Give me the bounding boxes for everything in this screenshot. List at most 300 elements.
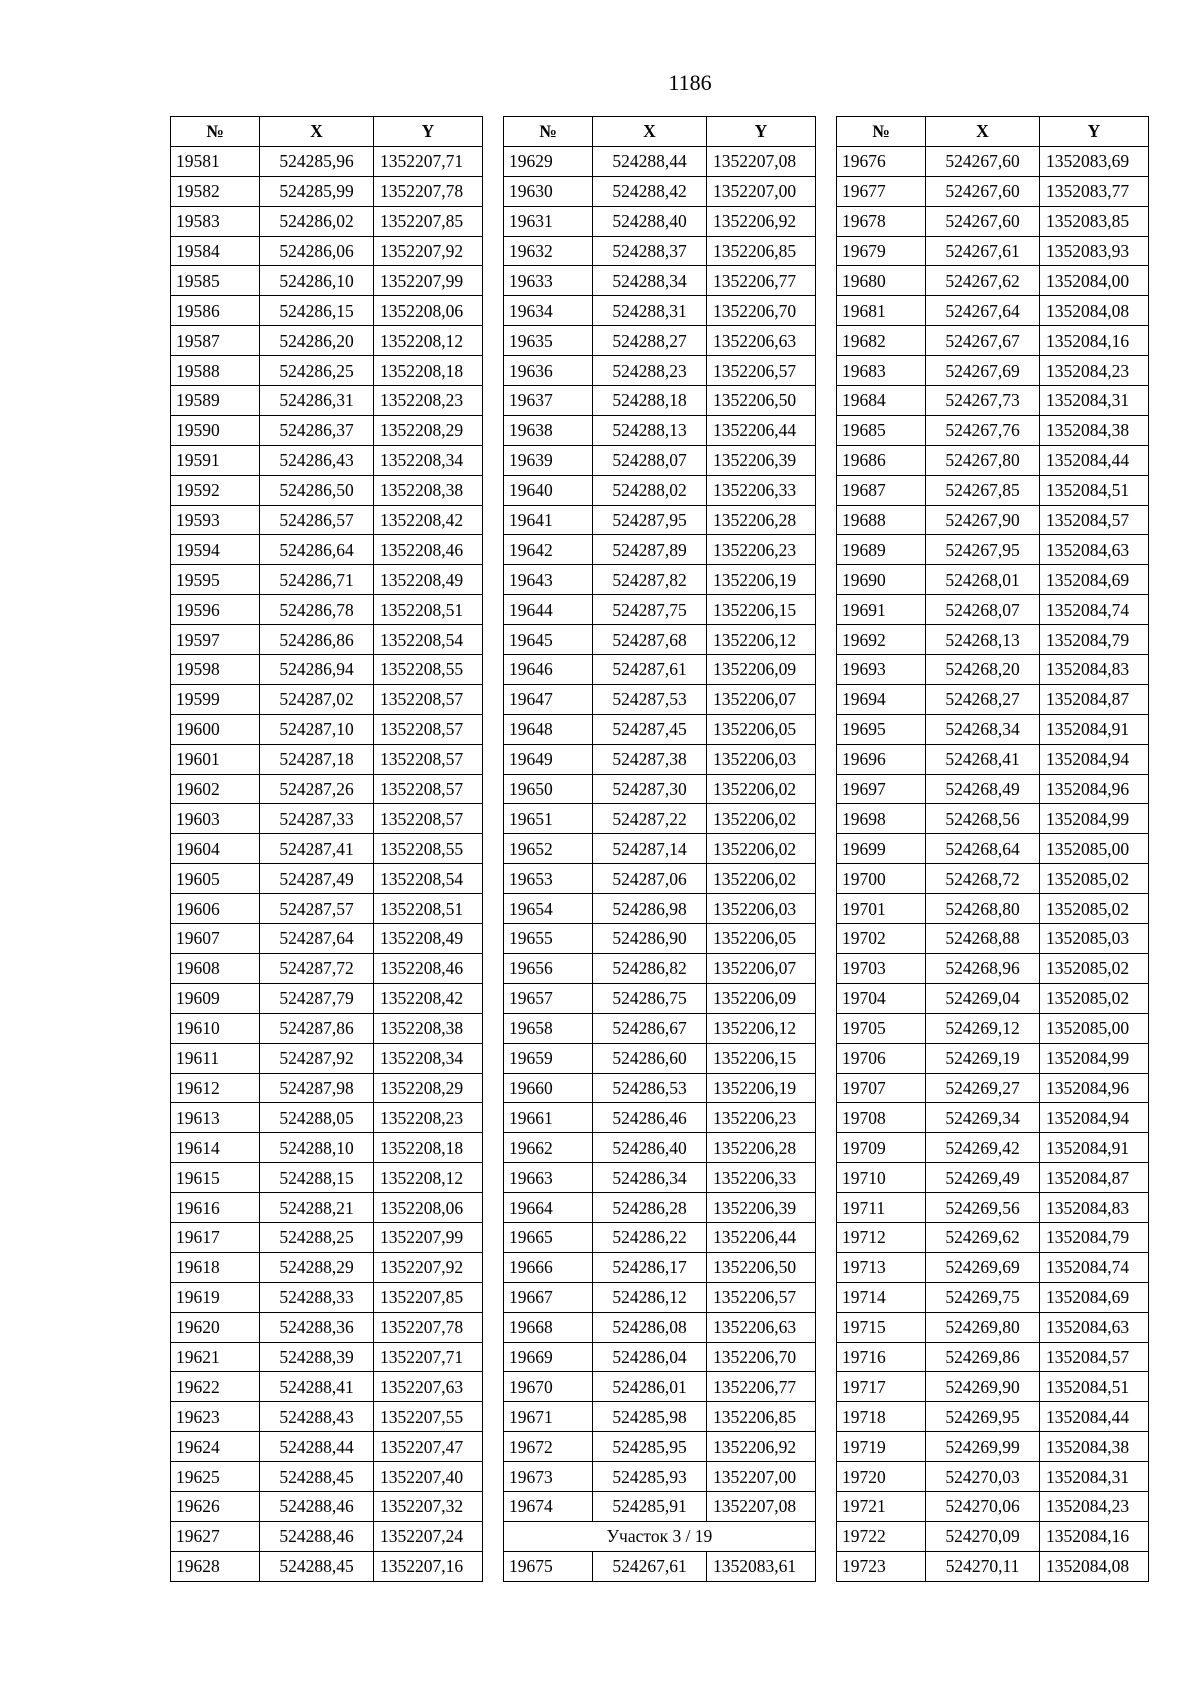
table-row <box>504 625 816 655</box>
table-row <box>837 146 1149 176</box>
point-number-cell: 19682 <box>837 326 926 356</box>
y-coordinate-cell: 1352206,15 <box>707 595 816 625</box>
point-number-cell: 19585 <box>171 266 260 296</box>
x-coordinate-cell: 524287,75 <box>593 595 707 625</box>
x-coordinate-cell: 524288,21 <box>260 1193 374 1223</box>
y-coordinate-cell: 1352206,77 <box>707 1372 816 1402</box>
y-coordinate-cell: 1352206,07 <box>707 684 816 714</box>
table-row <box>504 1193 816 1223</box>
point-number-cell: 19673 <box>504 1462 593 1492</box>
y-coordinate-cell: 1352084,69 <box>1040 565 1149 595</box>
point-number-cell: 19714 <box>837 1282 926 1312</box>
point-number-cell: 19664 <box>504 1193 593 1223</box>
point-number-cell: 19658 <box>504 1013 593 1043</box>
y-coordinate-cell: 1352208,29 <box>374 1073 483 1103</box>
point-number-cell: 19690 <box>837 565 926 595</box>
x-coordinate-cell: 524267,60 <box>926 146 1040 176</box>
x-coordinate-cell: 524267,67 <box>926 326 1040 356</box>
header-x: X <box>926 117 1040 147</box>
point-number-cell: 19599 <box>171 684 260 714</box>
y-coordinate-cell: 1352208,54 <box>374 864 483 894</box>
table-row <box>837 1551 1149 1581</box>
y-coordinate-cell: 1352208,34 <box>374 445 483 475</box>
x-coordinate-cell: 524269,86 <box>926 1342 1040 1372</box>
point-number-cell: 19628 <box>171 1551 260 1581</box>
point-number-cell: 19592 <box>171 475 260 505</box>
coordinates-table-1 <box>170 116 483 1582</box>
y-coordinate-cell: 1352206,33 <box>707 1163 816 1193</box>
point-number-cell: 19652 <box>504 834 593 864</box>
y-coordinate-cell: 1352207,99 <box>374 1222 483 1252</box>
x-coordinate-cell: 524268,96 <box>926 953 1040 983</box>
x-coordinate-cell: 524288,37 <box>593 236 707 266</box>
point-number-cell: 19635 <box>504 326 593 356</box>
x-coordinate-cell: 524269,75 <box>926 1282 1040 1312</box>
y-coordinate-cell: 1352084,91 <box>1040 714 1149 744</box>
y-coordinate-cell: 1352084,51 <box>1040 1372 1149 1402</box>
table-row <box>171 415 483 445</box>
point-number-cell: 19595 <box>171 565 260 595</box>
y-coordinate-cell: 1352206,50 <box>707 386 816 416</box>
y-coordinate-cell: 1352206,02 <box>707 834 816 864</box>
point-number-cell: 19613 <box>171 1103 260 1133</box>
table-row <box>837 386 1149 416</box>
y-coordinate-cell: 1352206,39 <box>707 1193 816 1223</box>
header-number: № <box>837 117 926 147</box>
point-number-cell: 19631 <box>504 206 593 236</box>
table-row <box>504 1163 816 1193</box>
y-coordinate-cell: 1352084,63 <box>1040 535 1149 565</box>
y-coordinate-cell: 1352208,23 <box>374 386 483 416</box>
y-coordinate-cell: 1352206,19 <box>707 1073 816 1103</box>
x-coordinate-cell: 524286,15 <box>260 296 374 326</box>
table-row <box>504 565 816 595</box>
y-coordinate-cell: 1352208,57 <box>374 684 483 714</box>
y-coordinate-cell: 1352207,08 <box>707 1491 816 1521</box>
x-coordinate-cell: 524288,40 <box>593 206 707 236</box>
y-coordinate-cell: 1352208,12 <box>374 326 483 356</box>
x-coordinate-cell: 524269,34 <box>926 1103 1040 1133</box>
table-row <box>504 804 816 834</box>
point-number-cell: 19602 <box>171 774 260 804</box>
x-coordinate-cell: 524269,99 <box>926 1432 1040 1462</box>
y-coordinate-cell: 1352206,09 <box>707 655 816 685</box>
point-number-cell: 19625 <box>171 1462 260 1492</box>
x-coordinate-cell: 524286,20 <box>260 326 374 356</box>
table-row <box>171 1103 483 1133</box>
x-coordinate-cell: 524286,31 <box>260 386 374 416</box>
x-coordinate-cell: 524288,05 <box>260 1103 374 1133</box>
x-coordinate-cell: 524286,08 <box>593 1312 707 1342</box>
y-coordinate-cell: 1352208,46 <box>374 953 483 983</box>
point-number-cell: 19671 <box>504 1402 593 1432</box>
point-number-cell: 19583 <box>171 206 260 236</box>
y-coordinate-cell: 1352084,51 <box>1040 475 1149 505</box>
table-row <box>837 326 1149 356</box>
table-row <box>504 924 816 954</box>
y-coordinate-cell: 1352084,31 <box>1040 1462 1149 1492</box>
y-coordinate-cell: 1352085,00 <box>1040 1013 1149 1043</box>
x-coordinate-cell: 524286,17 <box>593 1252 707 1282</box>
table-row <box>837 983 1149 1013</box>
x-coordinate-cell: 524287,49 <box>260 864 374 894</box>
x-coordinate-cell: 524288,41 <box>260 1372 374 1402</box>
point-number-cell: 19593 <box>171 505 260 535</box>
page-number: 1186 <box>668 70 712 95</box>
point-number-cell: 19722 <box>837 1521 926 1551</box>
point-number-cell: 19702 <box>837 924 926 954</box>
table-row <box>504 864 816 894</box>
x-coordinate-cell: 524287,95 <box>593 505 707 535</box>
x-coordinate-cell: 524269,56 <box>926 1193 1040 1223</box>
table-row <box>837 595 1149 625</box>
point-number-cell: 19675 <box>504 1551 593 1581</box>
point-number-cell: 19666 <box>504 1252 593 1282</box>
point-number-cell: 19703 <box>837 953 926 983</box>
table-row <box>837 415 1149 445</box>
point-number-cell: 19649 <box>504 744 593 774</box>
table-row <box>504 296 816 326</box>
point-number-cell: 19667 <box>504 1282 593 1312</box>
table-row <box>504 1342 816 1372</box>
x-coordinate-cell: 524287,82 <box>593 565 707 595</box>
x-coordinate-cell: 524287,57 <box>260 894 374 924</box>
x-coordinate-cell: 524267,80 <box>926 445 1040 475</box>
point-number-cell: 19715 <box>837 1312 926 1342</box>
y-coordinate-cell: 1352206,92 <box>707 206 816 236</box>
y-coordinate-cell: 1352207,00 <box>707 1462 816 1492</box>
x-coordinate-cell: 524288,39 <box>260 1342 374 1372</box>
table-row <box>171 266 483 296</box>
table-row <box>837 1133 1149 1163</box>
point-number-cell: 19691 <box>837 595 926 625</box>
y-coordinate-cell: 1352208,55 <box>374 655 483 685</box>
point-number-cell: 19720 <box>837 1462 926 1492</box>
y-coordinate-cell: 1352206,92 <box>707 1432 816 1462</box>
table-row <box>837 1462 1149 1492</box>
point-number-cell: 19700 <box>837 864 926 894</box>
x-coordinate-cell: 524288,36 <box>260 1312 374 1342</box>
x-coordinate-cell: 524288,07 <box>593 445 707 475</box>
point-number-cell: 19716 <box>837 1342 926 1372</box>
y-coordinate-cell: 1352206,03 <box>707 894 816 924</box>
table-row <box>504 176 816 206</box>
x-coordinate-cell: 524287,06 <box>593 864 707 894</box>
table-row <box>504 953 816 983</box>
table-row <box>504 1432 816 1462</box>
table-row <box>837 834 1149 864</box>
table-row <box>504 1551 816 1581</box>
x-coordinate-cell: 524288,25 <box>260 1222 374 1252</box>
y-coordinate-cell: 1352206,15 <box>707 1043 816 1073</box>
table-row <box>837 894 1149 924</box>
x-coordinate-cell: 524286,43 <box>260 445 374 475</box>
point-number-cell: 19661 <box>504 1103 593 1133</box>
point-number-cell: 19696 <box>837 744 926 774</box>
point-number-cell: 19589 <box>171 386 260 416</box>
table-row <box>837 625 1149 655</box>
y-coordinate-cell: 1352206,50 <box>707 1252 816 1282</box>
point-number-cell: 19683 <box>837 356 926 386</box>
point-number-cell: 19708 <box>837 1103 926 1133</box>
table-row <box>171 1013 483 1043</box>
y-coordinate-cell: 1352208,34 <box>374 1043 483 1073</box>
y-coordinate-cell: 1352208,18 <box>374 356 483 386</box>
x-coordinate-cell: 524286,64 <box>260 535 374 565</box>
x-coordinate-cell: 524268,64 <box>926 834 1040 864</box>
point-number-cell: 19634 <box>504 296 593 326</box>
y-coordinate-cell: 1352207,78 <box>374 1312 483 1342</box>
table-row <box>837 1372 1149 1402</box>
table-row <box>837 1163 1149 1193</box>
y-coordinate-cell: 1352208,57 <box>374 714 483 744</box>
table-row <box>504 206 816 236</box>
table-row <box>504 386 816 416</box>
table-row <box>171 924 483 954</box>
y-coordinate-cell: 1352208,51 <box>374 595 483 625</box>
table-row <box>837 1491 1149 1521</box>
table-row <box>837 1073 1149 1103</box>
table-row <box>504 1073 816 1103</box>
point-number-cell: 19650 <box>504 774 593 804</box>
table-row <box>171 1133 483 1163</box>
point-number-cell: 19712 <box>837 1222 926 1252</box>
table-row <box>837 445 1149 475</box>
point-number-cell: 19705 <box>837 1013 926 1043</box>
point-number-cell: 19688 <box>837 505 926 535</box>
point-number-cell: 19659 <box>504 1043 593 1073</box>
x-coordinate-cell: 524288,13 <box>593 415 707 445</box>
x-coordinate-cell: 524288,10 <box>260 1133 374 1163</box>
x-coordinate-cell: 524287,98 <box>260 1073 374 1103</box>
point-number-cell: 19612 <box>171 1073 260 1103</box>
y-coordinate-cell: 1352207,85 <box>374 1282 483 1312</box>
table-row <box>837 804 1149 834</box>
y-coordinate-cell: 1352206,39 <box>707 445 816 475</box>
point-number-cell: 19586 <box>171 296 260 326</box>
point-number-cell: 19723 <box>837 1551 926 1581</box>
point-number-cell: 19624 <box>171 1432 260 1462</box>
point-number-cell: 19669 <box>504 1342 593 1372</box>
point-number-cell: 19717 <box>837 1372 926 1402</box>
table-row <box>837 1043 1149 1073</box>
table-row <box>504 1222 816 1252</box>
y-coordinate-cell: 1352206,28 <box>707 505 816 535</box>
table-row <box>171 565 483 595</box>
x-coordinate-cell: 524287,72 <box>260 953 374 983</box>
y-coordinate-cell: 1352208,38 <box>374 475 483 505</box>
x-coordinate-cell: 524269,12 <box>926 1013 1040 1043</box>
x-coordinate-cell: 524268,49 <box>926 774 1040 804</box>
section-title: Участок 3 / 19 <box>504 1521 816 1551</box>
point-number-cell: 19713 <box>837 1252 926 1282</box>
x-coordinate-cell: 524288,46 <box>260 1491 374 1521</box>
point-number-cell: 19709 <box>837 1133 926 1163</box>
x-coordinate-cell: 524286,90 <box>593 924 707 954</box>
y-coordinate-cell: 1352207,92 <box>374 1252 483 1282</box>
point-number-cell: 19657 <box>504 983 593 1013</box>
y-coordinate-cell: 1352084,69 <box>1040 1282 1149 1312</box>
x-coordinate-cell: 524287,53 <box>593 684 707 714</box>
table-row <box>504 266 816 296</box>
x-coordinate-cell: 524287,61 <box>593 655 707 685</box>
point-number-cell: 19610 <box>171 1013 260 1043</box>
point-number-cell: 19681 <box>837 296 926 326</box>
x-coordinate-cell: 524286,04 <box>593 1342 707 1372</box>
point-number-cell: 19606 <box>171 894 260 924</box>
y-coordinate-cell: 1352207,92 <box>374 236 483 266</box>
table-row <box>171 386 483 416</box>
x-coordinate-cell: 524288,29 <box>260 1252 374 1282</box>
table-row <box>837 176 1149 206</box>
x-coordinate-cell: 524287,86 <box>260 1013 374 1043</box>
x-coordinate-cell: 524286,50 <box>260 475 374 505</box>
y-coordinate-cell: 1352084,57 <box>1040 1342 1149 1372</box>
point-number-cell: 19646 <box>504 655 593 685</box>
table-body <box>171 146 483 1581</box>
y-coordinate-cell: 1352084,44 <box>1040 1402 1149 1432</box>
table-row <box>171 1342 483 1372</box>
table-row <box>171 1193 483 1223</box>
table-row <box>504 655 816 685</box>
table-row <box>504 1372 816 1402</box>
y-coordinate-cell: 1352207,00 <box>707 176 816 206</box>
y-coordinate-cell: 1352206,70 <box>707 1342 816 1372</box>
point-number-cell: 19670 <box>504 1372 593 1402</box>
y-coordinate-cell: 1352206,63 <box>707 326 816 356</box>
point-number-cell: 19584 <box>171 236 260 266</box>
table-row <box>171 475 483 505</box>
point-number-cell: 19648 <box>504 714 593 744</box>
point-number-cell: 19663 <box>504 1163 593 1193</box>
table-row <box>504 714 816 744</box>
point-number-cell: 19662 <box>504 1133 593 1163</box>
x-coordinate-cell: 524286,40 <box>593 1133 707 1163</box>
x-coordinate-cell: 524285,95 <box>593 1432 707 1462</box>
x-coordinate-cell: 524287,89 <box>593 535 707 565</box>
table-header <box>171 117 483 147</box>
x-coordinate-cell: 524287,38 <box>593 744 707 774</box>
table-row <box>504 744 816 774</box>
y-coordinate-cell: 1352206,23 <box>707 1103 816 1133</box>
point-number-cell: 19704 <box>837 983 926 1013</box>
table-row <box>837 475 1149 505</box>
y-coordinate-cell: 1352206,85 <box>707 236 816 266</box>
y-coordinate-cell: 1352084,79 <box>1040 625 1149 655</box>
point-number-cell: 19617 <box>171 1222 260 1252</box>
y-coordinate-cell: 1352084,83 <box>1040 655 1149 685</box>
x-coordinate-cell: 524287,41 <box>260 834 374 864</box>
y-coordinate-cell: 1352206,28 <box>707 1133 816 1163</box>
coordinates-table-2 <box>503 116 816 1582</box>
x-coordinate-cell: 524268,01 <box>926 565 1040 595</box>
y-coordinate-cell: 1352084,44 <box>1040 445 1149 475</box>
table-row <box>504 1043 816 1073</box>
x-coordinate-cell: 524267,76 <box>926 415 1040 445</box>
point-number-cell: 19601 <box>171 744 260 774</box>
y-coordinate-cell: 1352206,03 <box>707 744 816 774</box>
table-row <box>171 146 483 176</box>
table-row <box>837 206 1149 236</box>
point-number-cell: 19678 <box>837 206 926 236</box>
point-number-cell: 19660 <box>504 1073 593 1103</box>
table-row <box>504 146 816 176</box>
y-coordinate-cell: 1352208,57 <box>374 774 483 804</box>
table-row <box>837 774 1149 804</box>
x-coordinate-cell: 524270,11 <box>926 1551 1040 1581</box>
point-number-cell: 19605 <box>171 864 260 894</box>
table-row <box>171 236 483 266</box>
header-x: X <box>260 117 374 147</box>
table-row <box>171 356 483 386</box>
x-coordinate-cell: 524287,26 <box>260 774 374 804</box>
x-coordinate-cell: 524267,69 <box>926 356 1040 386</box>
y-coordinate-cell: 1352206,02 <box>707 804 816 834</box>
table-row <box>837 924 1149 954</box>
y-coordinate-cell: 1352206,09 <box>707 983 816 1013</box>
table-row <box>171 655 483 685</box>
y-coordinate-cell: 1352206,70 <box>707 296 816 326</box>
table-row <box>504 1133 816 1163</box>
point-number-cell: 19665 <box>504 1222 593 1252</box>
table-row <box>837 1521 1149 1551</box>
y-coordinate-cell: 1352206,12 <box>707 625 816 655</box>
y-coordinate-cell: 1352206,57 <box>707 1282 816 1312</box>
table-row <box>504 1491 816 1521</box>
table-row <box>504 236 816 266</box>
table-row <box>837 266 1149 296</box>
table-row <box>171 1312 483 1342</box>
x-coordinate-cell: 524287,64 <box>260 924 374 954</box>
table-row <box>504 1402 816 1432</box>
table-row <box>504 326 816 356</box>
y-coordinate-cell: 1352208,57 <box>374 804 483 834</box>
table-row <box>171 1222 483 1252</box>
table-row <box>171 1252 483 1282</box>
table-row <box>504 445 816 475</box>
point-number-cell: 19614 <box>171 1133 260 1163</box>
y-coordinate-cell: 1352084,94 <box>1040 1103 1149 1133</box>
point-number-cell: 19615 <box>171 1163 260 1193</box>
x-coordinate-cell: 524287,45 <box>593 714 707 744</box>
table-row <box>171 1163 483 1193</box>
y-coordinate-cell: 1352207,85 <box>374 206 483 236</box>
table-row <box>171 1491 483 1521</box>
x-coordinate-cell: 524287,30 <box>593 774 707 804</box>
point-number-cell: 19647 <box>504 684 593 714</box>
table-row <box>171 505 483 535</box>
x-coordinate-cell: 524288,46 <box>260 1521 374 1551</box>
y-coordinate-cell: 1352206,63 <box>707 1312 816 1342</box>
y-coordinate-cell: 1352206,02 <box>707 774 816 804</box>
y-coordinate-cell: 1352207,32 <box>374 1491 483 1521</box>
y-coordinate-cell: 1352206,05 <box>707 714 816 744</box>
point-number-cell: 19621 <box>171 1342 260 1372</box>
table-row <box>837 236 1149 266</box>
y-coordinate-cell: 1352084,23 <box>1040 356 1149 386</box>
table-row <box>837 1432 1149 1462</box>
x-coordinate-cell: 524287,79 <box>260 983 374 1013</box>
header-x: X <box>593 117 707 147</box>
x-coordinate-cell: 524286,22 <box>593 1222 707 1252</box>
table-row <box>837 714 1149 744</box>
y-coordinate-cell: 1352085,02 <box>1040 894 1149 924</box>
point-number-cell: 19618 <box>171 1252 260 1282</box>
table-row <box>171 1462 483 1492</box>
y-coordinate-cell: 1352084,96 <box>1040 774 1149 804</box>
point-number-cell: 19636 <box>504 356 593 386</box>
table-header <box>837 117 1149 147</box>
